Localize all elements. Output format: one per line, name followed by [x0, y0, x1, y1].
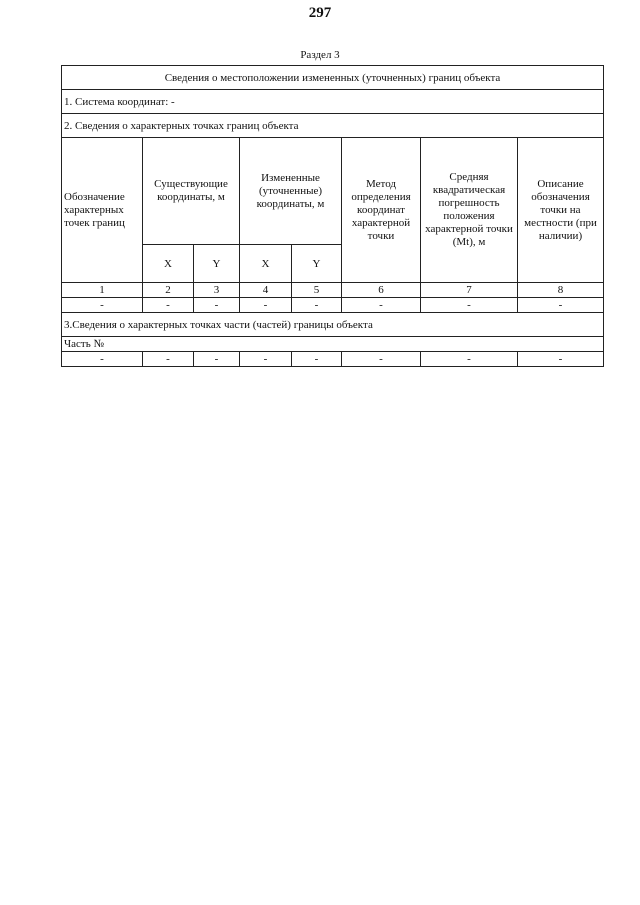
- column-number: 1: [62, 283, 143, 298]
- header-mean-error: Средняя квадратическая погрешность положения характерной точки (Mt), м: [421, 138, 518, 283]
- table-cell: -: [143, 298, 194, 313]
- table-title-row: [62, 66, 604, 90]
- header-existing-x: X: [143, 245, 194, 283]
- page-number: 297: [308, 5, 332, 21]
- header-description: Описание обозначения точки на местности (при наличии): [518, 138, 604, 283]
- column-number: 5: [292, 283, 342, 298]
- header-changed-y: Y: [292, 245, 342, 283]
- table-cell: -: [143, 352, 194, 367]
- table-cell: -: [421, 298, 518, 313]
- column-number: 4: [240, 283, 292, 298]
- coord-system: 1. Система координат: -: [62, 90, 604, 114]
- points-heading-row: [62, 114, 604, 138]
- header-changed-coords: Измененные (уточненные) координаты, м: [240, 138, 342, 245]
- column-numbers-row: [62, 283, 604, 298]
- table-cell: -: [62, 352, 143, 367]
- header-point-designation: Обозначение характерных точек границ: [62, 138, 143, 283]
- section-title: Раздел 3: [300, 49, 340, 61]
- table-cell: -: [518, 352, 604, 367]
- table-cell: -: [342, 298, 421, 313]
- table-cell: -: [292, 352, 342, 367]
- table-cell: -: [194, 352, 240, 367]
- part-label-row: [62, 337, 604, 352]
- table-cell: -: [240, 352, 292, 367]
- header-method: Метод определения координат характерной точки: [342, 138, 421, 283]
- column-number: 3: [194, 283, 240, 298]
- table-cell: -: [342, 352, 421, 367]
- table-cell: -: [518, 298, 604, 313]
- table-cell: -: [421, 352, 518, 367]
- header-changed-x: X: [240, 245, 292, 283]
- header-existing-y: Y: [194, 245, 240, 283]
- coord-system-row: [62, 90, 604, 114]
- table-cell: -: [62, 298, 143, 313]
- points-heading: 2. Сведения о характерных точках границ объекта: [62, 114, 604, 138]
- column-number: 6: [342, 283, 421, 298]
- part-heading-row: [62, 313, 604, 337]
- table-row: [62, 352, 604, 367]
- table-row: [62, 298, 604, 313]
- column-number: 8: [518, 283, 604, 298]
- table-cell: -: [194, 298, 240, 313]
- header-existing-coords: Существующие координаты, м: [143, 138, 240, 245]
- table-title: Сведения о местоположении измененных (уточненных) границ объекта: [62, 66, 604, 90]
- table-cell: -: [292, 298, 342, 313]
- part-heading: 3.Сведения о характерных точках части (частей) границы объекта: [62, 313, 604, 337]
- boundary-table: [61, 65, 604, 367]
- column-number: 7: [421, 283, 518, 298]
- header-row: [62, 138, 604, 245]
- table-cell: -: [240, 298, 292, 313]
- column-number: 2: [143, 283, 194, 298]
- part-label: Часть №: [62, 337, 604, 352]
